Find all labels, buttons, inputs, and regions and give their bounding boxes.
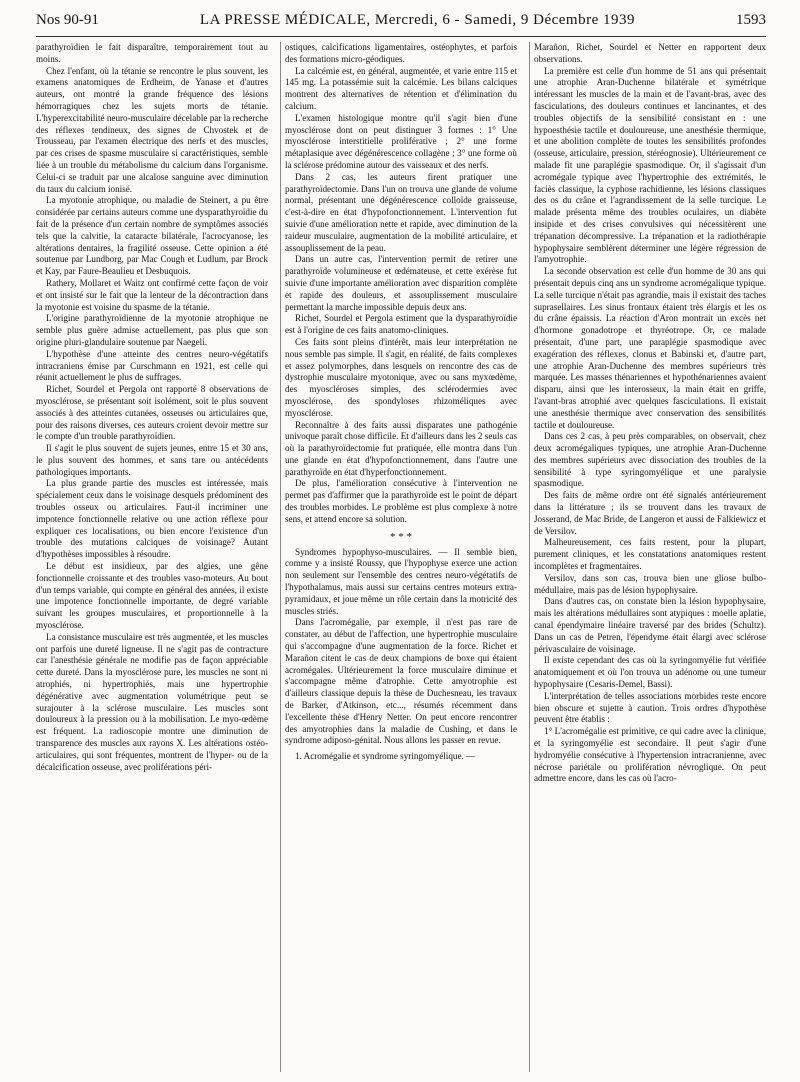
- paragraph: Dans un autre cas, l'intervention permit de retirer une parathyroïde volumineuse et œdémateuse, et cette exérèse fut suivie d'une importante amélioration avec disparition complète et rapide des douleurs, et assouplissement musculaire permettant la marche impossible depuis deux ans.: [285, 254, 517, 312]
- paragraph: La consistance musculaire est très augmentée, et les muscles ont parfois une dureté ligneuse. Il ne s'agit pas de contracture car l'anesthésie générale ne modifie pas de façon appréciable cette dureté. Dans la myosclérose pure, les muscles ne sont ni atrophiés, ni hypertrophiés, mais une hypertrophie dégénérative avec augmentation volumétrique peut se surajouter à la sclérose musculaire. Les muscles sont douloureux à la pression ou à la mobilisation. Le myo-œdème est fréquent. La radioscopie montre une diminution de transparence des muscles aux rayons X. Les altérations ostéo-articulaires, qui sont fréquentes, montrent de l'hyper- ou de la décalcification osseuse, avec proliférations péri-: [36, 631, 268, 772]
- paragraph: La calcémie est, en général, augmentée, et varie entre 115 et 145 mg. La potassémie suit la calcémie. Les bilans calciques montrent des alternatives de rétention et d'élimination du calcium.: [285, 65, 517, 111]
- section-separator: * * *: [390, 530, 412, 543]
- paragraph: La plus grande partie des muscles est intéressée, mais spécialement ceux dans le voisinage desquels prédominent des troubles osseux ou articulaires. Faut-il incriminer une impotence fonctionnelle relative ou une action réflexe pour expliquer ces localisations, ou bien encore l'existence d'un trouble des mutations calciques de voisinage? Autant d'hypothèses impossibles à résoudre.: [36, 478, 268, 560]
- column-middle: [280, 42, 517, 1072]
- paragraph: L'examen histologique montre qu'il s'agit bien d'une myosclérose dont on peut distinguer 3 formes : 1° Une myosclérose interstitielle proliférative ; 2° une forme métaplasique avec dégénérescence collagène ; 3° une forme où la sclérose prédomine autour des vaisseaux et des nerfs.: [285, 112, 517, 170]
- paragraph: parathyroïdien le fait disparaître, temporairement tout au moins.: [36, 42, 268, 64]
- paragraph: La seconde observation est celle d'un homme de 30 ans qui présentait depuis cinq ans un syndrome acromégalique typique. La selle turcique n'était pas agrandie, mais il existait des taches suprasellaires. Les sinus frontaux étaient très élargis et les os du crâne épaissis. La réaction d'Aron montrait un excès net d'hormone gonadotrope et thyréotrope. Or, ce malade présentait, d'une part, une paraplégie spasmodique avec exagération des réflexes, clonus et Babinski et, d'autre part, une atrophie Aran-Duchenne des membres supérieurs très marquée. Les masses thénariennes et hypothénariennes avaient disparu, ainsi que les interosseux, la main était en griffe, l'avant-bras atrophié avec quelques fasciculations. Il existait une anesthésie thermique avec conservation des sensibilités tactile et douloureuse.: [534, 266, 766, 430]
- column-left: [36, 42, 268, 1072]
- paragraph: Des faits de même ordre ont été signalés antérieurement dans la littérature ; ils se trouvent dans les travaux de Josserand, de Mac Bride, de Langeron et aussi de Falkiewicz et de Versilov.: [534, 490, 766, 536]
- section-heading-paragraph: Syndromes hypophyso-musculaires. — Il semble bien, comme y a insisté Roussy, que l'hypophyse exerce une action non seulement sur l'ensemble des centres neuro-végétatifs de l'hypothalamus, mais aussi sur certains centres moteurs extra-pyramidaux, et joue même un rôle certain dans la motricité des muscles striés.: [285, 546, 517, 616]
- paragraph: 1° L'acromégalie est primitive, ce qui cadre avec la clinique, et la syringomyélie est secondaire. Il peut s'agir d'une hydromyélie consécutive à l'hypertension intracranienne, avec nécrose pariétale ou prolifération névroglique. On peut admettre encore, dans les cas où l'acro-: [534, 726, 766, 784]
- paragraph: Dans 2 cas, les auteurs firent pratiquer une parathyroïdectomie. Dans l'un on trouva une glande de volume normal, présentant une dégénérescence colloïde graisseuse, c'est-à-dire en état d'hypofonctionnement. L'intervention fut suivie d'une amélioration nette et rapide, avec diminution de la raideur musculaire, augmentation de la mobilité articulaire, et assouplissement de la peau.: [285, 171, 517, 253]
- paragraph: Rathery, Mollaret et Waitz ont confirmé cette façon de voir et ont insisté sur le fait que la lenteur de la décontraction dans la myotonie est voisine du spasme de la tétanie.: [36, 277, 268, 312]
- paragraph: L'origine parathyroïdienne de la myotonie atrophique ne semble plus guère admise actuellement, pas plus que son origine pluri-glandulaire soutenue par Naegeli.: [36, 313, 268, 347]
- paragraph: L'interprétation de telles associations morbides reste encore bien obscure et sujette à caution. Trois ordres d'hypothèse peuvent être établis :: [534, 690, 766, 725]
- paragraph: Malheureusement, ces faits restent, pour la plupart, purement cliniques, et les constatations anatomiques restent incomplètes et fragmentaires.: [534, 537, 766, 572]
- column-right: [529, 42, 766, 1072]
- subsection-heading: 1. Acromégalie et syndrome syringomyélique. —: [295, 751, 476, 762]
- paragraph: Ces faits sont pleins d'intérêt, mais leur interprétation ne nous semble pas simple. Il s'agit, en réalité, de faits complexes et assez polymorphes, dans lesquels on rencontre des cas de dystrophie musculaire myotonique, avec ou sans myxœdème, des myoscléroses simples, des sclérodermies avec myosclérose, des spondyloses rhizoméliques avec myosclérose.: [285, 336, 517, 418]
- paragraph: Marañon, Richet, Sourdel et Netter en rapportent deux observations.: [534, 42, 766, 64]
- paragraph: Reconnaître à des faits aussi disparates une pathogénie univoque paraît chose difficile. Et d'ailleurs dans les 2 seuls cas où la parathyroïdectomie fut pratiquée, elle montra dans l'un une glande en état d'hypofonctionnement, dans l'autre une parathyroïde en état d'hyperfonctionnement.: [285, 419, 517, 477]
- paragraph: Dans l'acromégalie, par exemple, il n'est pas rare de constater, au début de l'affection, une hypertrophie musculaire qui s'accompagne d'une augmentation de la force. Richet et Marañon citent le cas de deux champions de boxe qui étaient acromégales. Ultérieurement la force musculaire diminue et s'accompagne même d'atrophie. Cette amyotrophie est d'ailleurs classique depuis la thèse de Duchesneau, les travaux de Barker, d'Atkinson, etc..., résumés récemment dans l'excellente thèse d'Henry Netter. On peut encore rencontrer des amyotrophies dans la maladie de Cushing, et dans le syndrome adiposo-génital. Nous allons les passer en revue.: [285, 617, 517, 746]
- paragraph: Dans d'autres cas, on constate bien la lésion hypophysaire, mais les altérations médullaires sont atypiques : moelle aplatie, canal épendymaire linéaire traversé par des brides (Schultz). Dans un cas de Petren, l'épendyme était élargi avec sclérose périvasculaire de voisinage.: [534, 596, 766, 654]
- journal-title: LA PRESSE MÉDICALE, Mercredi, 6 - Samedi, 9 Décembre 1939: [199, 12, 636, 28]
- page-header: [36, 12, 766, 38]
- paragraph: Il existe cependant des cas où la syringomyélie fut vérifiée anatomiquement et où l'on trouva un adénome ou une tumeur hypophysaire (Cesaris-Demel, Bassi).: [534, 655, 766, 690]
- issue-number: Nos 90-91: [36, 12, 99, 28]
- paragraph: Il s'agit le plus souvent de sujets jeunes, entre 15 et 30 ans, le plus souvent des hommes, et sans tare ou antécédents pathologiques importants.: [36, 443, 268, 477]
- paragraph: Richet, Sourdel et Pergola ont rapporté 8 observations de myosclérose, se présentant soit isolément, soit le plus souvent associés à des atteintes cutanées, osseuses ou articulaires que, pour des raisons diverses, ces auteurs croient devoir mettre sur le compte d'un trouble parathyroïdien.: [36, 384, 268, 442]
- paragraph: Versilov, dans son cas, trouva bien une gliose bulbo-médullaire, mais pas de lésion hypophysaire.: [534, 572, 766, 595]
- paragraph: Dans ces 2 cas, à peu près comparables, on observait, chez deux acromégaliques typiques, une atrophie Aran-Duchenne des membres supérieurs avec dissociation des troubles de la sensibilité à type syringomyélique et une paralysie spasmodique.: [534, 431, 766, 489]
- paragraph: Richet, Sourdel et Pergola estiment que la dysparathyroïdie est à l'origine de ces faits anatomo-cliniques.: [285, 313, 517, 336]
- page-number: 1593: [736, 12, 766, 28]
- paragraph: L'hypothèse d'une atteinte des centres neuro-végétatifs intracraniens émise par Curschmann en 1921, est celle qui réunit actuellement le plus de suffrages.: [36, 348, 268, 383]
- header-rule: [36, 36, 766, 37]
- paragraph: Chez l'enfant, où la tétanie se rencontre le plus souvent, les examens anatomiques de Erdheim, de Yanase et d'autres auteurs, ont montré la grande fréquence des lésions hémorragiques chez les sujets morts de tétanie. L'hyperexcitabilité neuro-musculaire décelable par la recherche des réflexes tendineux, des signes de Chvostek et de Trousseau, par l'examen électrique des nerfs et des muscles, par ces crises de spasme musculaire si caractéristiques, semble liée à un trouble du métabolisme du calcium dans l'organisme. Celui-ci se traduit par une alcalose sanguine avec diminution du taux du calcium ionisé.: [36, 65, 268, 194]
- paragraph: La myotonie atrophique, ou maladie de Steinert, a pu être considérée par certains auteurs comme une dysparathyroïdie du fait de la présence d'un certain nombre de symptômes associés tels que la calvitie, la cataracte bilatérale, l'acrocyanose, les altérations dentaires, la fragilité osseuse. Cette opinion a été soutenue par Lundborg, par Mac Cough et Ludlum, par Brock et Kay, par Faure-Beaulieu et Desbuquois.: [36, 195, 268, 277]
- paragraph: Le début est insidieux, par des algies, une gêne fonctionnelle croissante et des troubles vaso-moteurs. Au bout d'un temps variable, qui compte en général des années, il existe une impotence fonctionnelle importante, de degré variable suivant les groupes musculaires, et proportionnelle à la myosclérose.: [36, 561, 268, 631]
- paragraph: ostiques, calcifications ligamentaires, ostéophytes, et parfois des formations micro-géodiques.: [285, 42, 517, 64]
- paragraph: La première est celle d'un homme de 51 ans qui présentait une atrophie Aran-Duchenne bilatérale et symétrique intéressant les muscles de la main et de l'avant-bras, avec des fasciculations, des douleurs continues et lancinantes, et des troubles objectifs de la sensibilité consistant en : une hypoesthésie tactile et douloureuse, une anesthésie thermique, et une abolition complète de toutes les sensibilités profondes (osseuse, articulaire, pression, stéréognosie). Ultérieurement ce malade fit une paraplégie spasmodique. Or, il s'agissait d'un acromégale typique avec l'hypertrophie des extrémités, le faciès classique, la cyphose rachidienne, les lésions classiques des os du crâne et l'agrandissement de la selle turcique. Le malade présenta même des troubles oculaires, un diabète insipide et des crises convulsives qui nécessitèrent une trépanation décompressive. La trépanation et la radiothérapie hypophysaire semblèrent déterminer une légère régression de l'amyotrophie.: [534, 65, 766, 265]
- article-body: [36, 42, 766, 1072]
- paragraph: De plus, l'amélioration consécutive à l'intervention ne permet pas d'affirmer que la parathyroïde est le point de départ des troubles morbides. Le problème est plus complexe à notre sens, et attend encore sa solution.: [285, 478, 517, 524]
